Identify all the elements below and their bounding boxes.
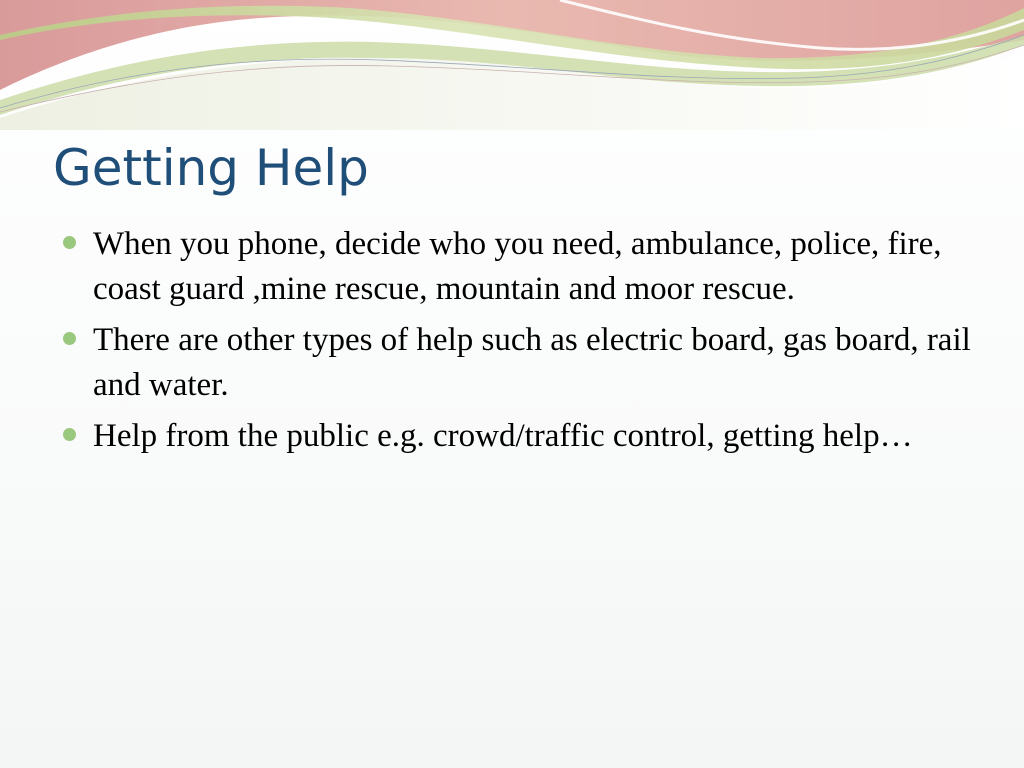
bullet-text: There are other types of help such as electric board, gas board, rail and water. [93, 322, 971, 403]
bullet-item [62, 222, 982, 312]
bullet-list [62, 222, 982, 465]
bullet-dot-icon [63, 236, 76, 249]
bullet-item [62, 318, 982, 408]
decorative-wave-header [0, 0, 1024, 130]
bullet-item [62, 414, 982, 459]
slide-title: Getting Help [53, 139, 369, 197]
bullet-text: When you phone, decide who you need, ambulance, police, fire, coast guard ,mine rescue, mountain and moor rescue. [93, 226, 942, 307]
bullet-text: Help from the public e.g. crowd/traffic control, getting help… [93, 418, 913, 454]
bullet-dot-icon [63, 428, 76, 441]
bullet-dot-icon [63, 332, 76, 345]
